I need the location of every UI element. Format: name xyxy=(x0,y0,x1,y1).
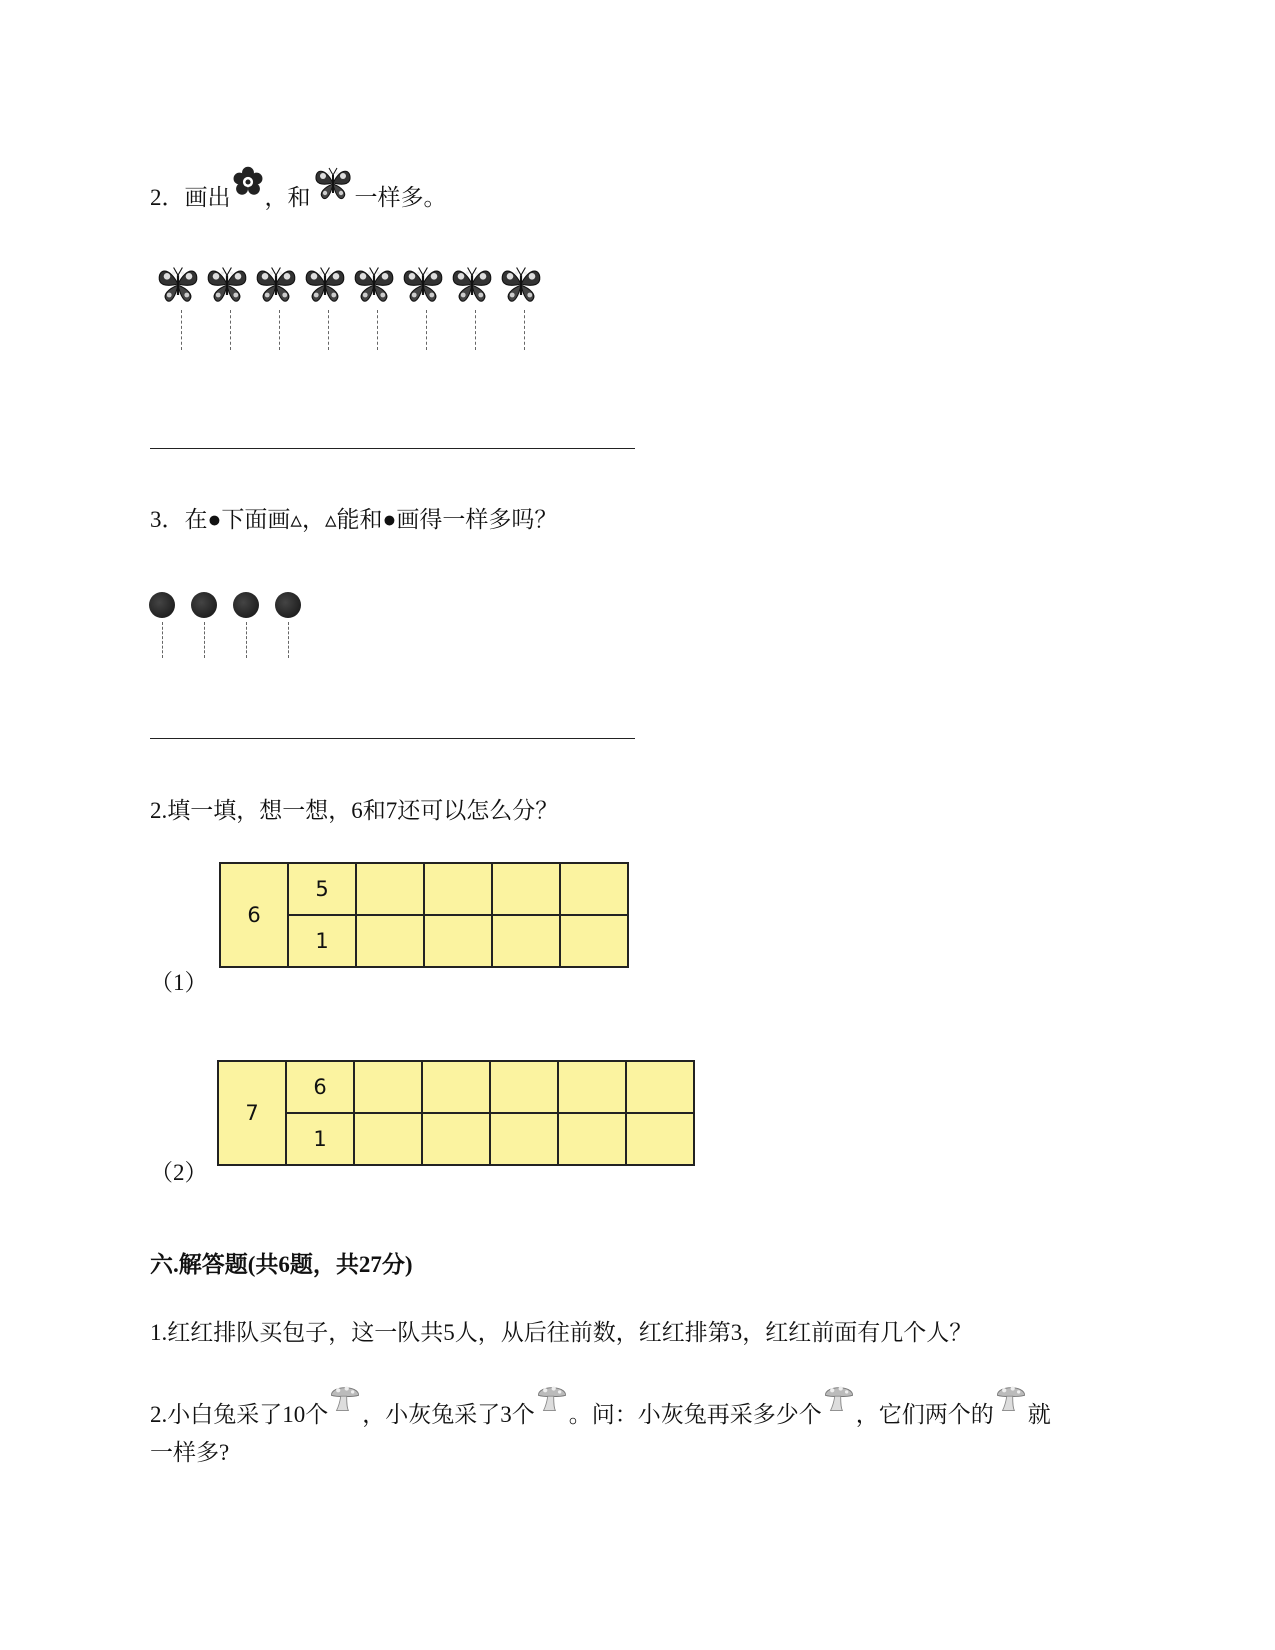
black-dot xyxy=(191,592,217,618)
part-top-cell: 5 xyxy=(288,863,356,915)
mushroom-icon xyxy=(994,1380,1028,1414)
blank-cell[interactable] xyxy=(354,1061,422,1113)
section-6-title: 六.解答题(共6题，共27分) xyxy=(150,1252,413,1277)
table-row xyxy=(218,1061,694,1113)
q2-tail: 一样多。 xyxy=(354,185,447,210)
q3-part2: ， xyxy=(301,507,325,532)
butterfly-icon xyxy=(204,262,250,306)
question-2-text xyxy=(150,163,447,213)
dashed-guide xyxy=(204,622,205,658)
triangle-glyph: ▵ xyxy=(290,507,302,532)
dashed-guide xyxy=(279,310,280,350)
butterfly-icon xyxy=(155,262,201,306)
blank-cell[interactable] xyxy=(626,1113,694,1165)
section-6-question-1: 1.红红排队买包子，这一队共5人，从后往前数，红红排第3，红红前面有几个人？ xyxy=(150,1320,973,1345)
dashed-guide xyxy=(426,310,427,350)
decompose-table-7 xyxy=(217,1060,695,1166)
table-row xyxy=(220,863,628,915)
blank-cell[interactable] xyxy=(422,1061,490,1113)
mushroom-icon xyxy=(328,1380,362,1414)
dashed-guide xyxy=(328,310,329,350)
blank-cell[interactable] xyxy=(356,863,424,915)
q6-2-part-d: ，它们两个的 xyxy=(855,1402,994,1427)
dot-glyph: ● xyxy=(207,507,222,532)
blank-cell[interactable] xyxy=(356,915,424,967)
blank-cell[interactable] xyxy=(490,1061,558,1113)
q3-part1: 下面画 xyxy=(221,507,291,532)
dashed-guide xyxy=(246,622,247,658)
q3-prefix: 3．在 xyxy=(150,507,208,532)
q3-part3: 能和 xyxy=(336,507,383,532)
dashed-guide xyxy=(181,310,182,350)
table-row xyxy=(218,1113,694,1165)
dashed-guide xyxy=(288,622,289,658)
blank-cell[interactable] xyxy=(424,863,492,915)
butterfly-icon xyxy=(498,262,544,306)
dashed-guide xyxy=(475,310,476,350)
blank-cell[interactable] xyxy=(354,1113,422,1165)
black-dot xyxy=(275,592,301,618)
dot-glyph-2: ● xyxy=(382,507,397,532)
flower-icon xyxy=(231,165,265,199)
total-cell: 6 xyxy=(220,863,288,967)
q3-part4: 画得一样多吗？ xyxy=(396,507,558,532)
dashed-guide xyxy=(377,310,378,350)
butterfly-icon xyxy=(311,163,355,203)
blank-cell[interactable] xyxy=(626,1061,694,1113)
triangle-glyph-2: ▵ xyxy=(324,507,337,532)
mushroom-icon xyxy=(535,1380,569,1414)
q6-2-part-e: 就 xyxy=(1027,1402,1051,1427)
dashed-guide xyxy=(162,622,163,658)
dashed-guide xyxy=(230,310,231,350)
blank-cell[interactable] xyxy=(492,915,560,967)
q6-2-part-f: 一样多? xyxy=(150,1440,230,1465)
butterfly-icon xyxy=(302,262,348,306)
answer-line-1 xyxy=(150,448,635,449)
decompose-table-6 xyxy=(219,862,629,968)
section-6-question-2 xyxy=(150,1380,1130,1472)
part-bottom-cell: 1 xyxy=(286,1113,354,1165)
blank-cell[interactable] xyxy=(492,863,560,915)
blank-cell[interactable] xyxy=(558,1113,626,1165)
dashed-guide xyxy=(524,310,525,350)
blank-cell[interactable] xyxy=(490,1113,558,1165)
q2-prefix: 2．画出 xyxy=(150,185,231,210)
question-3-text xyxy=(150,505,557,535)
blank-cell[interactable] xyxy=(422,1113,490,1165)
blank-cell[interactable] xyxy=(560,915,628,967)
q6-2-part-b: ，小灰兔采了3个 xyxy=(362,1402,535,1427)
blank-cell[interactable] xyxy=(424,915,492,967)
q6-2-part-a: 2.小白兔采了10个 xyxy=(150,1402,329,1427)
part-bottom-cell: 1 xyxy=(288,915,356,967)
mushroom-icon xyxy=(822,1380,856,1414)
fill-title: 2.填一填，想一想，6和7还可以怎么分？ xyxy=(150,798,559,823)
butterfly-icon xyxy=(253,262,299,306)
q2-middle: ，和 xyxy=(264,185,311,210)
butterfly-icon xyxy=(351,262,397,306)
table-1-label: （1） xyxy=(150,970,208,995)
part-top-cell: 6 xyxy=(286,1061,354,1113)
q6-2-part-c: 。问：小灰兔再采多少个 xyxy=(568,1402,822,1427)
black-dot xyxy=(149,592,175,618)
blank-cell[interactable] xyxy=(560,863,628,915)
answer-line-2 xyxy=(150,738,635,739)
table-2-label: （2） xyxy=(150,1160,208,1185)
total-cell: 7 xyxy=(218,1061,286,1165)
black-dot xyxy=(233,592,259,618)
blank-cell[interactable] xyxy=(558,1061,626,1113)
butterfly-icon xyxy=(449,262,495,306)
butterfly-icon xyxy=(400,262,446,306)
